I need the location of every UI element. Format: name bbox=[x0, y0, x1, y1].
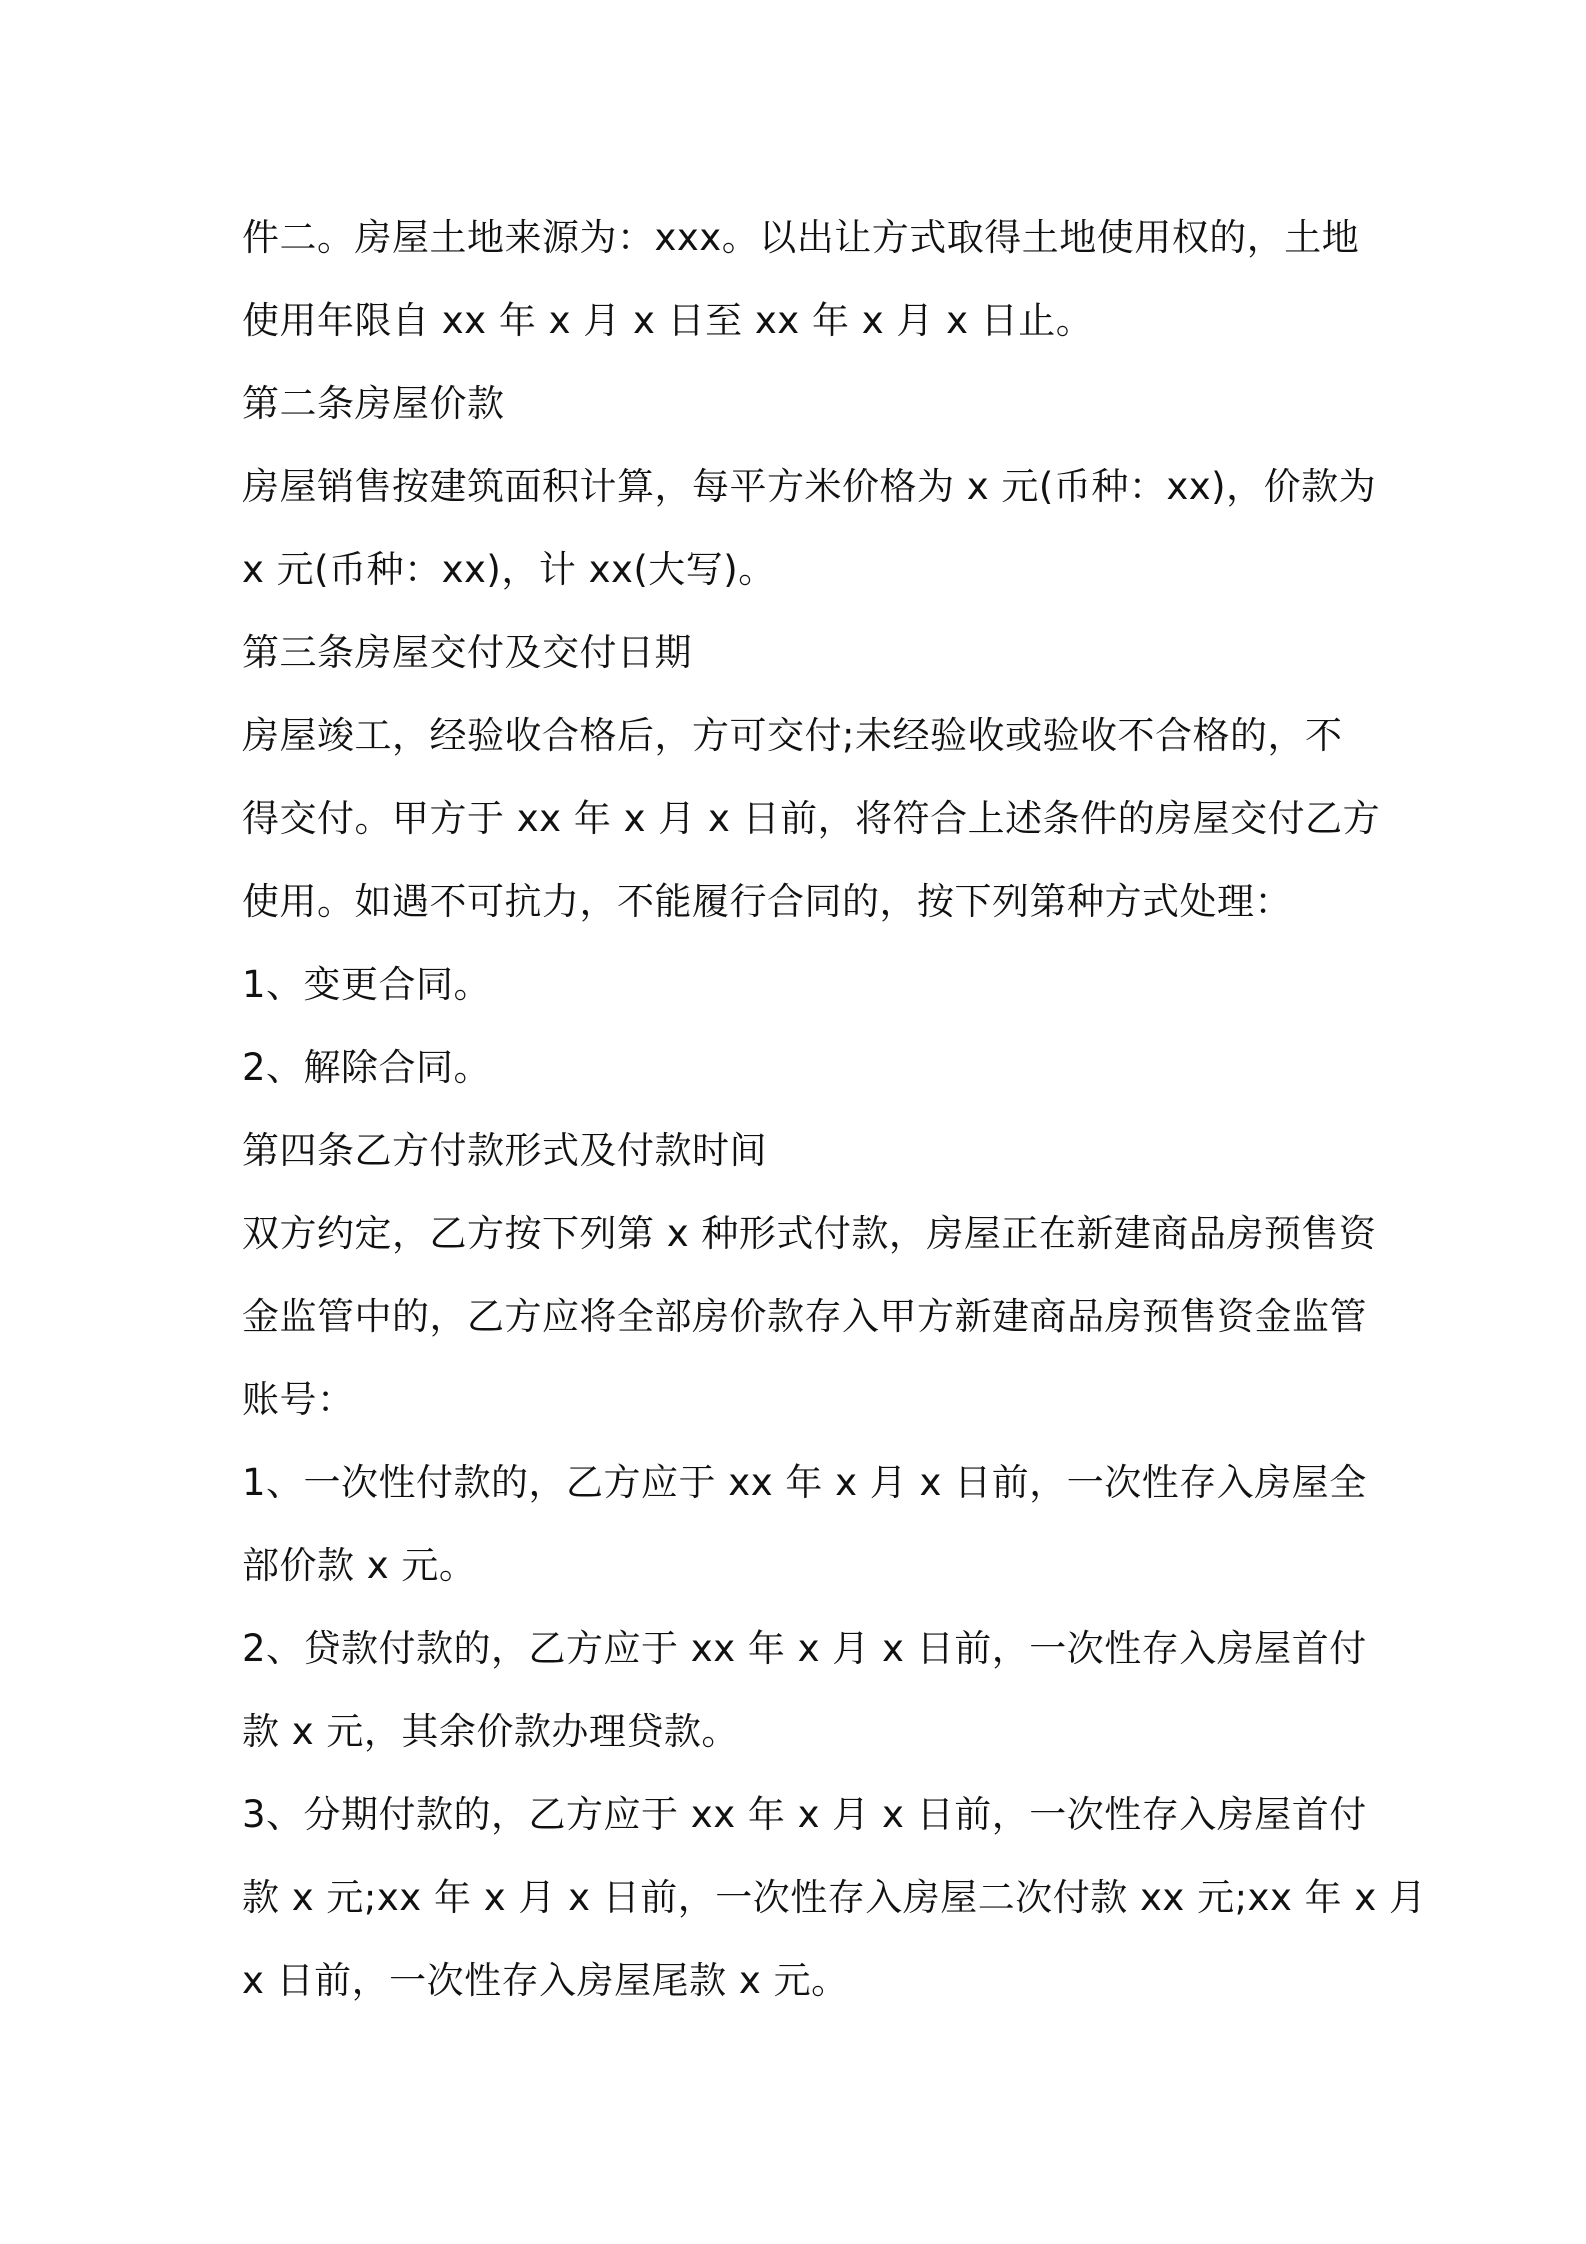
text-line: 得交付。甲方于 xx 年 x 月 x 日前，将符合上述条件的房屋交付乙方 bbox=[242, 797, 1381, 840]
text-line: 款 x 元，其余价款办理贷款。 bbox=[242, 1710, 739, 1753]
text-line: 部价款 x 元。 bbox=[242, 1544, 477, 1587]
text-line: x 元(币种：xx)，计 xx(大写)。 bbox=[242, 548, 776, 591]
text-line: 使用年限自 xx 年 x 月 x 日至 xx 年 x 月 x 日止。 bbox=[242, 299, 1094, 342]
section-heading: 第四条乙方付款形式及付款时间 bbox=[242, 1129, 767, 1172]
text-line: 双方约定，乙方按下列第 x 种形式付款，房屋正在新建商品房预售资 bbox=[242, 1212, 1377, 1255]
list-item: 2、贷款付款的，乙方应于 xx 年 x 月 x 日前，一次性存入房屋首付 bbox=[242, 1627, 1367, 1670]
text-line: 款 x 元;xx 年 x 月 x 日前，一次性存入房屋二次付款 xx 元;xx 年 x 月 bbox=[242, 1876, 1427, 1919]
text-line: 房屋销售按建筑面积计算，每平方米价格为 x 元(币种：xx)，价款为 bbox=[242, 465, 1377, 508]
text-line: 账号： bbox=[242, 1378, 355, 1421]
section-heading: 第三条房屋交付及交付日期 bbox=[242, 631, 692, 674]
text-line: 件二。房屋土地来源为：xxx。以出让方式取得土地使用权的，土地 bbox=[242, 216, 1360, 259]
list-item: 2、解除合同。 bbox=[242, 1046, 492, 1089]
document-page bbox=[242, 196, 1427, 2022]
list-item: 1、一次性付款的，乙方应于 xx 年 x 月 x 日前，一次性存入房屋全 bbox=[242, 1461, 1367, 1504]
text-line: 房屋竣工，经验收合格后，方可交付;未经验收或验收不合格的，不 bbox=[242, 714, 1343, 757]
text-line: x 日前，一次性存入房屋尾款 x 元。 bbox=[242, 1959, 849, 2002]
list-item: 1、变更合同。 bbox=[242, 963, 492, 1006]
text-line: 使用。如遇不可抗力，不能履行合同的，按下列第种方式处理： bbox=[242, 880, 1292, 923]
list-item: 3、分期付款的，乙方应于 xx 年 x 月 x 日前，一次性存入房屋首付 bbox=[242, 1793, 1367, 1836]
section-heading: 第二条房屋价款 bbox=[242, 382, 505, 425]
text-line: 金监管中的，乙方应将全部房价款存入甲方新建商品房预售资金监管 bbox=[242, 1295, 1367, 1338]
